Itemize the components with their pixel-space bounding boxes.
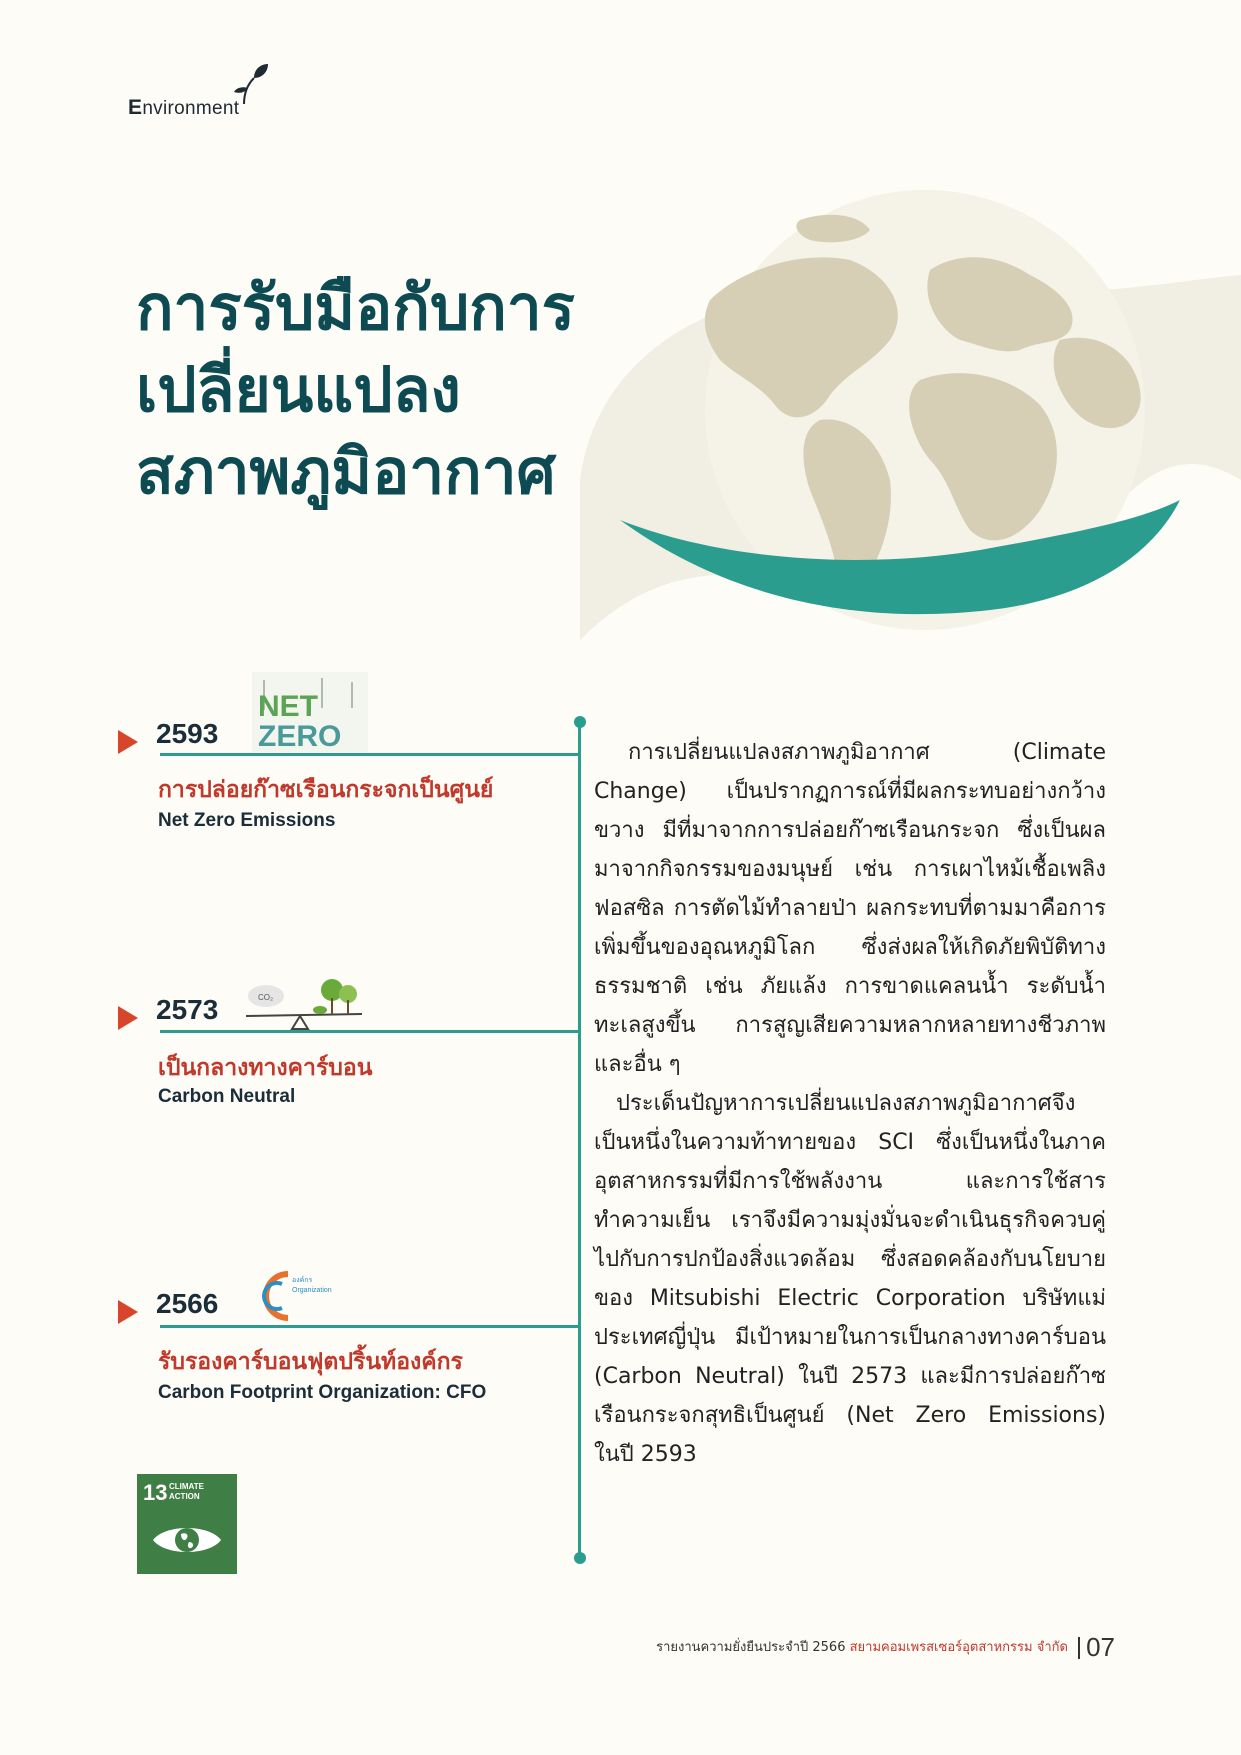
- paragraph-2: ประเด็นปัญหาการเปลี่ยนแปลงสภาพภูมิอากาศจึงเป็นหนึ่งในความท้าทายของ SCI ซึ่งเป็นหนึ่งในภาคอุตสาหกรรมที่มีการใช้พลังงาน และการใช้สารทำความเย็น เราจึงมีความมุ่งมั่นจะดำเนินธุรกิจควบคู่ไปกับการปกป้องสิ่งแวดล้อม ซึ่งสอดคล้องกับนโยบายของ Mitsubishi Electric Corporation บริษัทแม่ประเทศญี่ปุ่น มีเป้าหมายในการเป็นกลางทางคาร์บอน (Carbon Neutral) ในปี 2573 และมีการปล่อยก๊าซเรือนกระจกสุทธิเป็นศูนย์ (Net Zero Emissions) ในปี 2593: [594, 1091, 1106, 1467]
- section-label: Environment: [128, 96, 240, 119]
- timeline-year: 2566: [156, 1288, 219, 1319]
- net-zero-icon: [252, 672, 368, 752]
- milestone-title-en: Carbon Neutral: [158, 1086, 296, 1107]
- page-title: [136, 272, 776, 518]
- timeline-connector: [160, 753, 578, 756]
- page-footer: [656, 1632, 1115, 1663]
- timeline-dot-top: [574, 716, 586, 728]
- paragraph-1: การเปลี่ยนแปลงสภาพภูมิอากาศ (Climate Change) เป็นปรากฏการณ์ที่มีผลกระทบอย่างกว้างขวาง มีที่มาจากการปล่อยก๊าซเรือนกระจก ซึ่งเป็นผลมาจากกิจกรรมของมนุษย์ เช่น การเผาไหม้เชื้อเพลิงฟอสซิล การตัดไม้ทำลายป่า ผลกระทบที่ตามมาคือการเพิ่มขึ้นของอุณหภูมิโลก ซึ่งส่งผลให้เกิดภัยพิบัติทางธรรมชาติ เช่น ภัยแล้ง การขาดแคลนน้ำ ระดับน้ำทะเลสูงขึ้น การสูญเสียความหลากหลายทางชีวภาพ และอื่น ๆ: [594, 740, 1106, 1077]
- milestone-title-en: Net Zero Emissions: [158, 810, 336, 831]
- timeline-dot-bottom: [574, 1552, 586, 1564]
- timeline-line: [578, 720, 581, 1560]
- timeline-year: 2573: [156, 994, 219, 1025]
- title-line-1: การรับมือกับการ: [136, 271, 575, 344]
- svg-text:ZERO: ZERO: [258, 720, 342, 752]
- sdg-13-badge: [137, 1474, 237, 1574]
- milestone-title-th: การปล่อยก๊าซเรือนกระจกเป็นศูนย์: [158, 777, 494, 803]
- svg-text:Organization: Organization: [292, 1287, 332, 1294]
- timeline-marker: [118, 1300, 138, 1324]
- page-number: 07: [1086, 1632, 1115, 1662]
- sdg-number: 13: [143, 1480, 168, 1505]
- title-line-2: เปลี่ยนแปลง: [136, 353, 461, 426]
- timeline-connector: [160, 1030, 578, 1033]
- article-body: [594, 733, 1106, 1474]
- eye-globe-icon: [151, 1520, 223, 1560]
- timeline-year: 2593: [156, 718, 219, 749]
- timeline-marker: [118, 730, 138, 754]
- footer-company-name: สยามคอมเพรสเซอร์อุตสาหกรรม จำกัด: [849, 1640, 1068, 1655]
- seesaw-co2-icon: [244, 974, 364, 1032]
- milestone-title-th: เป็นกลางทางคาร์บอน: [158, 1055, 373, 1081]
- timeline-marker: [118, 1006, 138, 1030]
- footer-report-title: รายงานความยั่งยืนประจำปี 2566: [656, 1640, 846, 1655]
- sdg-label: CLIMATE ACTION: [169, 1482, 204, 1501]
- cfo-logo-icon: [258, 1268, 354, 1324]
- svg-text:NET: NET: [258, 690, 318, 723]
- timeline-connector: [160, 1325, 578, 1328]
- svg-text:CO₂: CO₂: [258, 993, 274, 1002]
- milestone-title-en: Carbon Footprint Organization: CFO: [158, 1382, 487, 1403]
- milestone-title-th: รับรองคาร์บอนฟุตปริ้นท์องค์กร: [158, 1349, 463, 1375]
- sprout-icon: [230, 62, 270, 106]
- svg-text:องค์กร: องค์กร: [292, 1277, 313, 1284]
- title-line-3: สภาพภูมิอากาศ: [136, 435, 556, 508]
- footer-divider: [1078, 1637, 1080, 1659]
